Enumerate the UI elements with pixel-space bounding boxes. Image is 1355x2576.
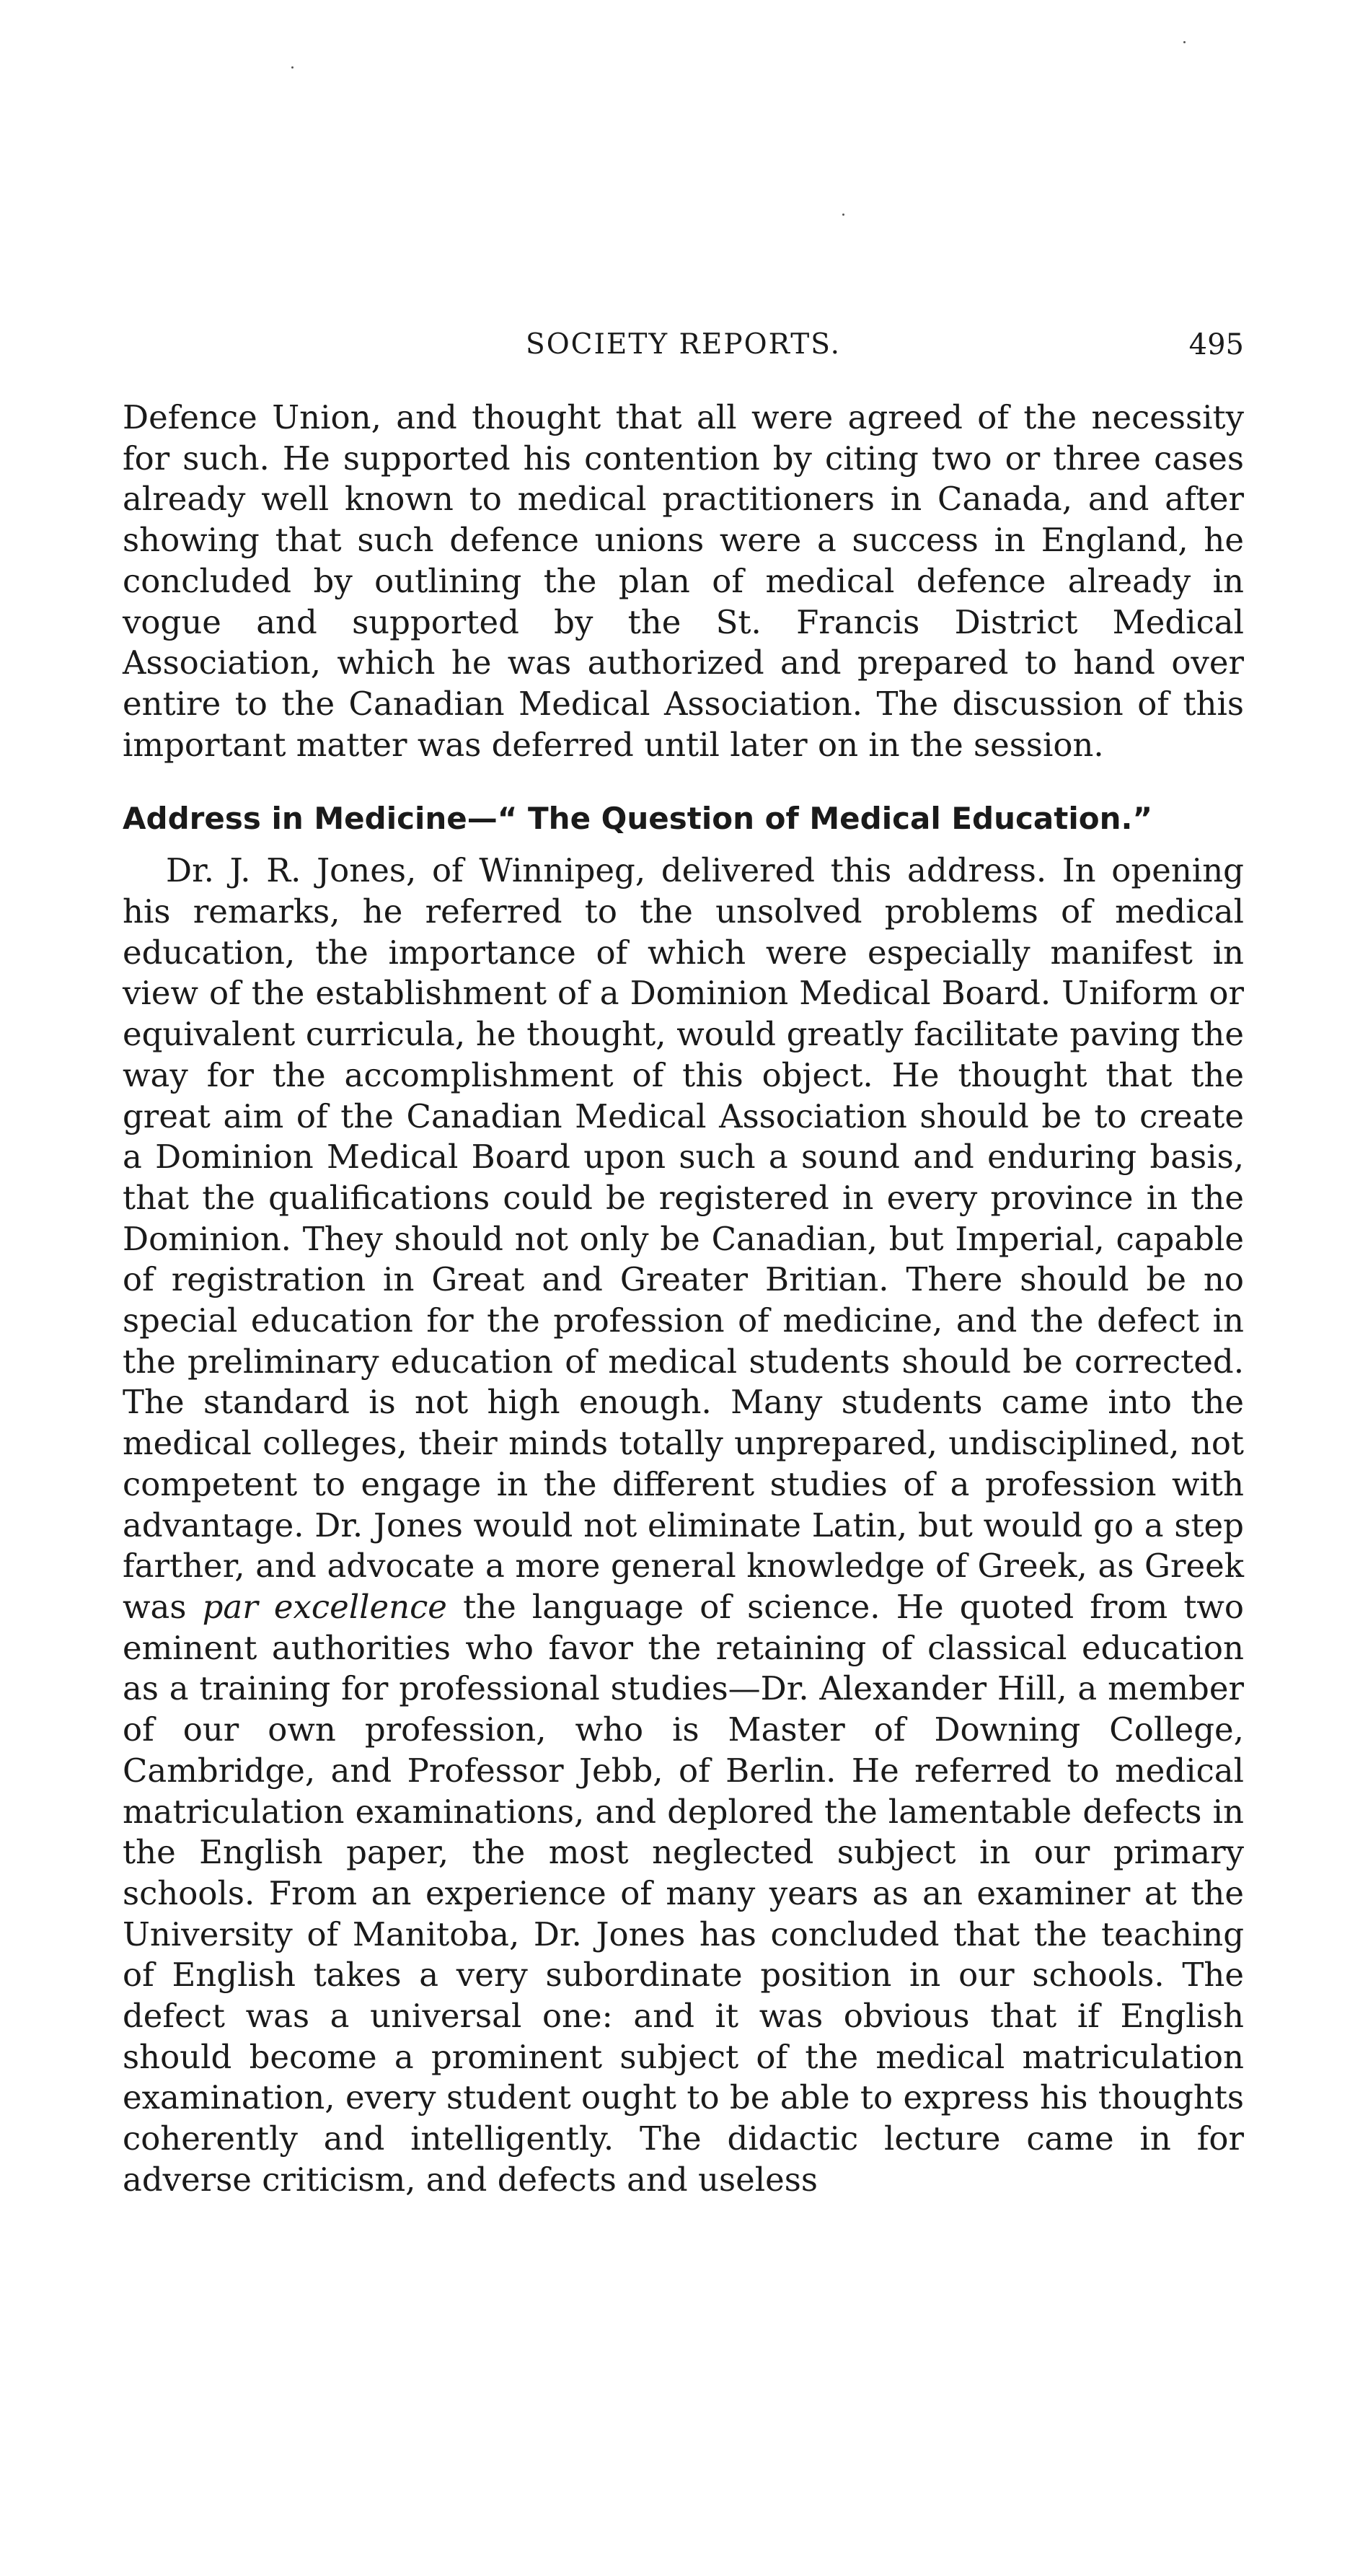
running-title: SOCIETY REPORTS. — [525, 328, 842, 361]
scan-speck — [291, 66, 293, 69]
paragraph-text-part: Dr. J. R. Jones, of Winnipeg, delivered this address. In opening his remarks, he referred to the unsolved problems of medical education, the importance of which were especially manifest in view of the establishment of a Dominion Medical Board. Uniform or equivalent curricula, he thought, would greatly facilitate paving the way for the accomplishment of this object. He thought that the great aim of the Canadian Medical Association should be to create a Dominion Medical Board upon such a sound and enduring basis, that the qualifications could be registered in every province in the Dominion. They should not only be Canadian, but Imperial, capable of registration in Great and Greater Britian. There should be no special education for the profession of medicine, and the defect in the preliminary education of medical students should be corrected. The standard is not high enough. Many students came into the medical colleges, their minds totally unprepared, undisciplined, not competent to engage in the different studies of a profession with advantage. Dr. Jones would not eliminate Latin, but would go a step farther, and advocate a more general knowledge of Greek, as Greek was — [123, 851, 1244, 1626]
paragraph-text-part: the language of science. He quoted from two eminent authorities who favor the retaining of classical education as a training for professional studies—Dr. Alexander Hill, a member of our own profession, who is Master of Downing College, Cambridge, and Professor Jebb, of Berlin. He referred to medical matriculation examinations, and deplored the lamentable defects in the English paper, the most neglected subject in our primary schools. From an experience of many years as an examiner at the University of Manitoba, Dr. Jones has concluded that the teaching of English takes a very subordinate position in our schools. The defect was a universal one: and it was obvious that if English should become a prominent subject of the medical matriculation examination, every student ought to be able to express his thoughts coherently and intelligently. The didactic lecture came in for adverse criticism, and defects and useless — [123, 1587, 1245, 2199]
paragraph-continued: Defence Union, and thought that all were agreed of the necessity for such. He supported his contention by citing two or three cases already well known to medical practitioners in Canada, and after showing that such defence unions were a success in England, he concluded by outlining the plan of medical defence already in vogue and supported by the St. Francis District Medical Association, which he was authorized and prepared to hand over entire to the Canadian Medical Association. The discussion of this important matter was deferred until later on in the session. — [123, 398, 1244, 764]
book-page — [123, 328, 1244, 2201]
scan-speck — [842, 214, 844, 216]
section-heading: Address in Medicine—“ The Question of Medical Education.” — [123, 801, 1153, 837]
scan-speck — [1183, 41, 1186, 43]
running-head — [123, 328, 1244, 372]
paragraph-address — [123, 850, 1244, 2200]
italic-phrase: par excellence — [202, 1587, 447, 1626]
page-number: 495 — [1188, 328, 1244, 361]
